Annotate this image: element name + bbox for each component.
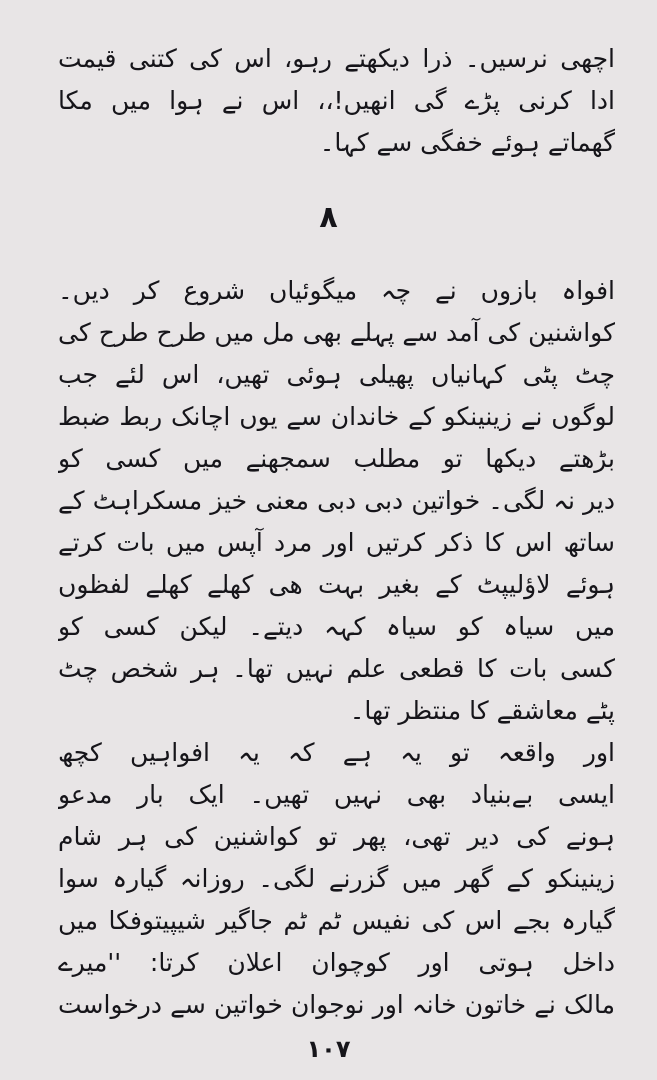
- text-line: ایسی بےبنیاد بھی نہیں تھیں۔ ایک بار مدعو: [58, 780, 615, 809]
- text-line: میں سیاہ کو سیاہ کہہ دیتے۔ لیکن کسی کو: [58, 612, 615, 641]
- text-line: ساتھ اس کا ذکر کرتیں اور مرد آپس میں بات کرتے: [58, 528, 615, 557]
- paragraph-continued: [58, 38, 615, 164]
- text-line: پٹے معاشقے کا منتظر تھا۔: [349, 696, 615, 725]
- text-line: اور واقعہ تو یہ ہے کہ یہ افواہیں کچھ: [58, 738, 615, 767]
- chapter-number: ۸: [319, 200, 338, 235]
- chapter-body: [58, 270, 615, 1026]
- text-line: افواہ بازوں نے چہ میگوئیاں شروع کر دیں۔: [58, 276, 615, 305]
- text-line: ہونے کی دیر تھی، پھر تو کواشنین کی ہر شام: [58, 822, 615, 851]
- text-line: ہوئے لاؤلیپٹ کے بغیر بہت ھی کھلے کھلے لفظوں: [58, 570, 615, 599]
- text-line: ادا کرنی پڑے گی انھیں!،، اس نے ہوا میں مکا: [58, 86, 615, 115]
- text-line: چٹ پٹی کہانیاں پھیلی ہوئی تھیں، اس لئے جب: [58, 360, 615, 389]
- text-line: کسی بات کا قطعی علم نہیں تھا۔ ہر شخص چٹ: [58, 654, 615, 683]
- text-line: گیارہ بجے اس کی نفیس ٹم ٹم جاگیر شیپیتوفکا میں: [58, 906, 615, 935]
- text-line: گھماتے ہوئے خفگی سے کہا۔: [319, 128, 615, 157]
- text-line: لوگوں نے زینینکو کے خاندان سے یوں اچانک ربط ضبط: [58, 402, 615, 431]
- text-line: مالک نے خاتون خانہ اور نوجوان خواتین سے درخواست: [58, 990, 615, 1019]
- text-line: زینینکو کے گھر میں گزرنے لگی۔ روزانہ گیارہ سوا: [58, 864, 615, 893]
- text-line: بڑھتے دیکھا تو مطلب سمجھنے میں کسی کو: [58, 444, 615, 473]
- page-number: ۱۰۷: [306, 1035, 351, 1063]
- text-line: اچھی نرسیں۔ ذرا دیکھتے رہو، اس کی کتنی قیمت: [58, 44, 615, 73]
- text-line: دیر نہ لگی۔ خواتین دبی دبی معنی خیز مسکراہٹ کے: [58, 486, 615, 515]
- text-line: داخل ہوتی اور کوچوان اعلان کرتا: ''میرے: [58, 948, 615, 977]
- text-line: کواشنین کی آمد سے پہلے بھی مل میں طرح طرح کی: [58, 318, 615, 347]
